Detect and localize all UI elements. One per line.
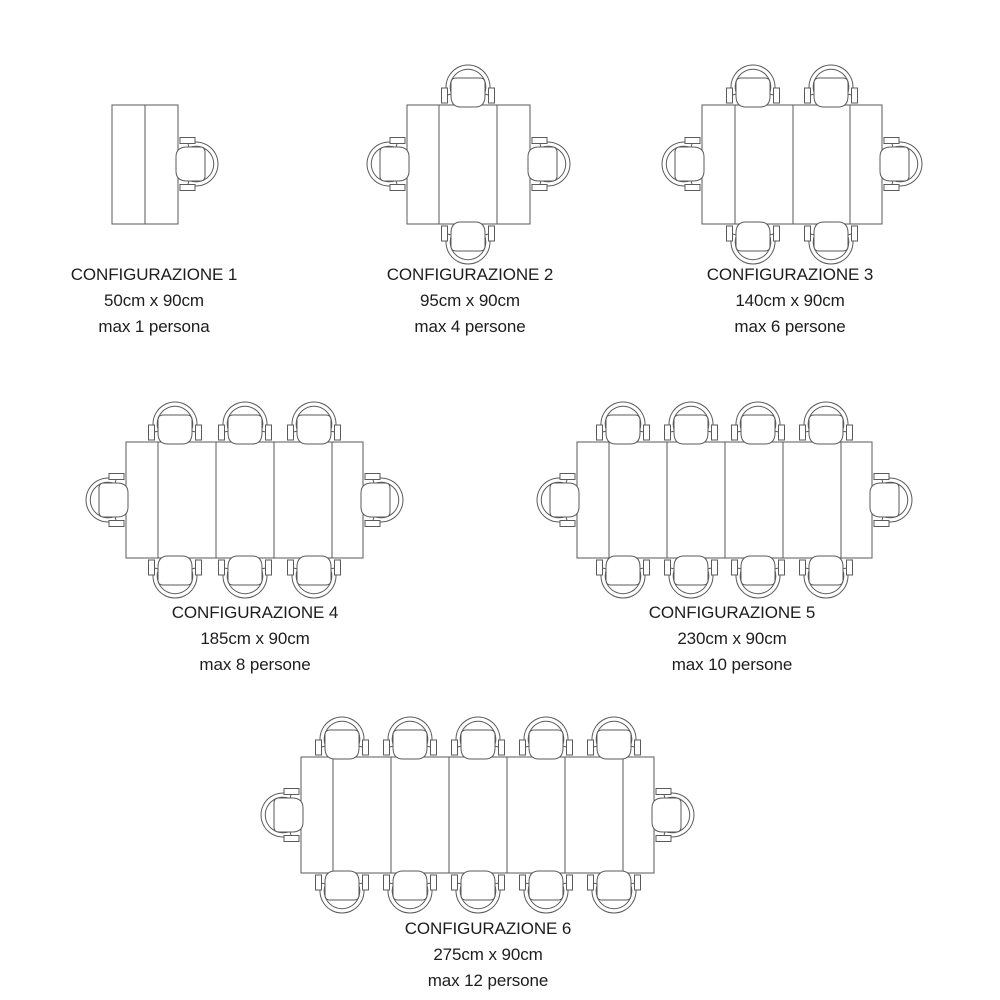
chair-seat bbox=[176, 147, 205, 181]
chair-armrest-right bbox=[685, 138, 700, 144]
chair-armrest-right bbox=[288, 560, 294, 575]
chair-armrest-left bbox=[656, 789, 671, 795]
chair-armrest-right bbox=[452, 875, 458, 890]
chair-seat bbox=[228, 415, 262, 444]
chair-armrest-right bbox=[874, 521, 889, 527]
chair bbox=[361, 474, 403, 527]
chair-armrest-left bbox=[442, 88, 448, 103]
config-dimensions: 95cm x 90cm bbox=[420, 291, 520, 310]
chair-armrest-left bbox=[316, 740, 322, 755]
chair-seat bbox=[736, 222, 770, 251]
chair-seat bbox=[361, 483, 390, 517]
chair bbox=[727, 65, 780, 107]
chair-armrest-left bbox=[520, 740, 526, 755]
chair-armrest-right bbox=[852, 88, 858, 103]
configuration-6-diagram bbox=[261, 717, 694, 913]
chair bbox=[588, 717, 641, 759]
chair-armrest-left bbox=[196, 560, 202, 575]
chair-armrest-left bbox=[288, 425, 294, 440]
chair-seat bbox=[675, 147, 704, 181]
table bbox=[702, 105, 882, 224]
table bbox=[577, 442, 872, 558]
chair-armrest-right bbox=[196, 425, 202, 440]
chair-armrest-left bbox=[588, 740, 594, 755]
chair-seat bbox=[297, 415, 331, 444]
chair bbox=[800, 402, 853, 444]
configuration-5-diagram bbox=[537, 402, 912, 598]
config-4-label bbox=[85, 600, 425, 678]
chair-armrest-right bbox=[884, 185, 899, 191]
chair-armrest-right bbox=[727, 226, 733, 241]
chair-armrest-left bbox=[732, 425, 738, 440]
chair-armrest-right bbox=[266, 425, 272, 440]
table bbox=[301, 757, 654, 873]
config-dimensions: 275cm x 90cm bbox=[433, 945, 543, 964]
chair-armrest-left bbox=[365, 474, 380, 480]
chair-armrest-left bbox=[266, 560, 272, 575]
chair-seat bbox=[451, 78, 485, 107]
chair-armrest-right bbox=[316, 875, 322, 890]
chair-seat bbox=[814, 222, 848, 251]
config-title: CONFIGURAZIONE 3 bbox=[706, 265, 874, 284]
chair bbox=[452, 871, 505, 913]
chair-armrest-left bbox=[431, 875, 437, 890]
chair bbox=[384, 871, 437, 913]
chair-seat bbox=[461, 730, 495, 759]
chair-armrest-right bbox=[532, 185, 547, 191]
chair-armrest-right bbox=[805, 226, 811, 241]
config-title: CONFIGURAZIONE 6 bbox=[404, 919, 572, 938]
chair-armrest-left bbox=[499, 875, 505, 890]
chair-armrest-right bbox=[800, 560, 806, 575]
chair-seat bbox=[652, 798, 681, 832]
chair-seat bbox=[297, 556, 331, 585]
config-title: CONFIGURAZIONE 5 bbox=[648, 603, 816, 622]
chair-seat bbox=[393, 730, 427, 759]
chair-seat bbox=[529, 730, 563, 759]
config-title: CONFIGURAZIONE 2 bbox=[386, 265, 554, 284]
configuration-1-diagram bbox=[112, 105, 218, 224]
chair-armrest-left bbox=[800, 425, 806, 440]
chair-seat bbox=[461, 871, 495, 900]
chair-seat bbox=[674, 556, 708, 585]
chair bbox=[442, 65, 495, 107]
chair-armrest-left bbox=[489, 226, 495, 241]
chair bbox=[588, 871, 641, 913]
config-dimensions: 50cm x 90cm bbox=[104, 291, 204, 310]
chair-armrest-left bbox=[847, 560, 853, 575]
config-title: CONFIGURAZIONE 4 bbox=[171, 603, 339, 622]
chair-armrest-left bbox=[712, 560, 718, 575]
chair-seat bbox=[597, 730, 631, 759]
chair-seat bbox=[606, 415, 640, 444]
chair bbox=[732, 556, 785, 598]
chair-armrest-left bbox=[390, 185, 405, 191]
chair bbox=[528, 138, 570, 191]
chair-armrest-left bbox=[779, 560, 785, 575]
chair bbox=[870, 474, 912, 527]
chair-armrest-right bbox=[390, 138, 405, 144]
chair-armrest-right bbox=[149, 560, 155, 575]
chair bbox=[652, 789, 694, 842]
chair-armrest-right bbox=[847, 425, 853, 440]
chair-armrest-left bbox=[363, 875, 369, 890]
chair-seat bbox=[393, 871, 427, 900]
chair-armrest-left bbox=[284, 836, 299, 842]
chair-armrest-right bbox=[732, 560, 738, 575]
chair-armrest-left bbox=[635, 875, 641, 890]
chair-armrest-right bbox=[109, 474, 124, 480]
chair bbox=[219, 402, 272, 444]
config-6-label bbox=[318, 916, 658, 994]
config-capacity: max 6 persone bbox=[734, 317, 846, 336]
chair-armrest-right bbox=[656, 836, 671, 842]
chair bbox=[149, 556, 202, 598]
config-capacity: max 4 persone bbox=[414, 317, 526, 336]
chair-seat bbox=[809, 415, 843, 444]
config-3-label bbox=[620, 262, 960, 340]
chair-armrest-right bbox=[597, 560, 603, 575]
chair-armrest-left bbox=[852, 226, 858, 241]
chair-armrest-right bbox=[431, 740, 437, 755]
chair-seat bbox=[325, 730, 359, 759]
chair bbox=[452, 717, 505, 759]
chair-seat bbox=[325, 871, 359, 900]
chair bbox=[520, 871, 573, 913]
chair-armrest-right bbox=[520, 875, 526, 890]
chair-armrest-right bbox=[219, 560, 225, 575]
chair bbox=[665, 402, 718, 444]
chair-armrest-left bbox=[665, 425, 671, 440]
chair-armrest-right bbox=[384, 875, 390, 890]
config-capacity: max 1 persona bbox=[98, 317, 210, 336]
chair-armrest-right bbox=[635, 740, 641, 755]
chair-armrest-left bbox=[180, 138, 195, 144]
chair bbox=[665, 556, 718, 598]
chair bbox=[288, 402, 341, 444]
chair bbox=[800, 556, 853, 598]
config-title: CONFIGURAZIONE 1 bbox=[70, 265, 238, 284]
chair-armrest-right bbox=[665, 560, 671, 575]
chair bbox=[288, 556, 341, 598]
chair-armrest-left bbox=[567, 875, 573, 890]
chair-armrest-left bbox=[532, 138, 547, 144]
chair-armrest-left bbox=[149, 425, 155, 440]
chair bbox=[520, 717, 573, 759]
chair bbox=[316, 717, 369, 759]
chair-armrest-left bbox=[727, 88, 733, 103]
chair-armrest-right bbox=[499, 740, 505, 755]
table bbox=[112, 105, 178, 224]
chair-armrest-left bbox=[597, 425, 603, 440]
chair bbox=[149, 402, 202, 444]
configuration-3-diagram bbox=[662, 65, 922, 264]
table bbox=[126, 442, 363, 558]
chair-armrest-left bbox=[874, 474, 889, 480]
chair-armrest-left bbox=[774, 226, 780, 241]
chair-armrest-left bbox=[560, 521, 575, 527]
chair-seat bbox=[274, 798, 303, 832]
chair bbox=[316, 871, 369, 913]
chair bbox=[537, 474, 579, 527]
chair-armrest-right bbox=[712, 425, 718, 440]
chair-armrest-right bbox=[365, 521, 380, 527]
chair-seat bbox=[451, 222, 485, 251]
chair-seat bbox=[674, 415, 708, 444]
chair-seat bbox=[528, 147, 557, 181]
chair-armrest-left bbox=[644, 560, 650, 575]
chair-seat bbox=[606, 556, 640, 585]
chair-armrest-right bbox=[644, 425, 650, 440]
table bbox=[407, 105, 530, 224]
chair-armrest-right bbox=[363, 740, 369, 755]
chair-armrest-left bbox=[884, 138, 899, 144]
chair bbox=[727, 222, 780, 264]
chair bbox=[384, 717, 437, 759]
chair bbox=[732, 402, 785, 444]
chair bbox=[880, 138, 922, 191]
chair-seat bbox=[736, 78, 770, 107]
chair bbox=[86, 474, 128, 527]
config-dimensions: 185cm x 90cm bbox=[200, 629, 310, 648]
chair-armrest-left bbox=[109, 521, 124, 527]
chair-armrest-right bbox=[335, 425, 341, 440]
config-capacity: max 12 persone bbox=[427, 971, 549, 990]
chair bbox=[805, 222, 858, 264]
chair-seat bbox=[529, 871, 563, 900]
configuration-4-diagram bbox=[86, 402, 403, 598]
chair bbox=[367, 138, 409, 191]
chair-armrest-right bbox=[560, 474, 575, 480]
config-2-label bbox=[300, 262, 640, 340]
chair-armrest-right bbox=[567, 740, 573, 755]
config-5-label bbox=[562, 600, 902, 678]
config-1-label bbox=[0, 262, 324, 340]
chair bbox=[662, 138, 704, 191]
chair-armrest-right bbox=[588, 875, 594, 890]
chair bbox=[805, 65, 858, 107]
config-dimensions: 140cm x 90cm bbox=[735, 291, 845, 310]
chair-seat bbox=[158, 556, 192, 585]
chair-armrest-left bbox=[452, 740, 458, 755]
chair-seat bbox=[870, 483, 899, 517]
chair-armrest-left bbox=[219, 425, 225, 440]
chair-seat bbox=[809, 556, 843, 585]
chair-armrest-left bbox=[685, 185, 700, 191]
chair-armrest-right bbox=[779, 425, 785, 440]
chair-seat bbox=[380, 147, 409, 181]
chair-seat bbox=[99, 483, 128, 517]
chair-armrest-right bbox=[489, 88, 495, 103]
config-dimensions: 230cm x 90cm bbox=[677, 629, 787, 648]
chair-armrest-right bbox=[774, 88, 780, 103]
chair-seat bbox=[158, 415, 192, 444]
chair bbox=[261, 789, 303, 842]
chair bbox=[442, 222, 495, 264]
chair-armrest-left bbox=[384, 740, 390, 755]
config-capacity: max 10 persone bbox=[671, 655, 793, 674]
configuration-2-diagram bbox=[367, 65, 570, 264]
chair-armrest-right bbox=[442, 226, 448, 241]
chair bbox=[219, 556, 272, 598]
chair bbox=[597, 402, 650, 444]
chair-seat bbox=[741, 415, 775, 444]
chair-armrest-right bbox=[180, 185, 195, 191]
chair-armrest-right bbox=[284, 789, 299, 795]
chair-armrest-left bbox=[335, 560, 341, 575]
chair-seat bbox=[228, 556, 262, 585]
chair-seat bbox=[741, 556, 775, 585]
chair-seat bbox=[814, 78, 848, 107]
chair-seat bbox=[550, 483, 579, 517]
chair bbox=[176, 138, 218, 191]
chair-seat bbox=[880, 147, 909, 181]
config-capacity: max 8 persone bbox=[199, 655, 311, 674]
chair-seat bbox=[597, 871, 631, 900]
chair-armrest-left bbox=[805, 88, 811, 103]
chair bbox=[597, 556, 650, 598]
